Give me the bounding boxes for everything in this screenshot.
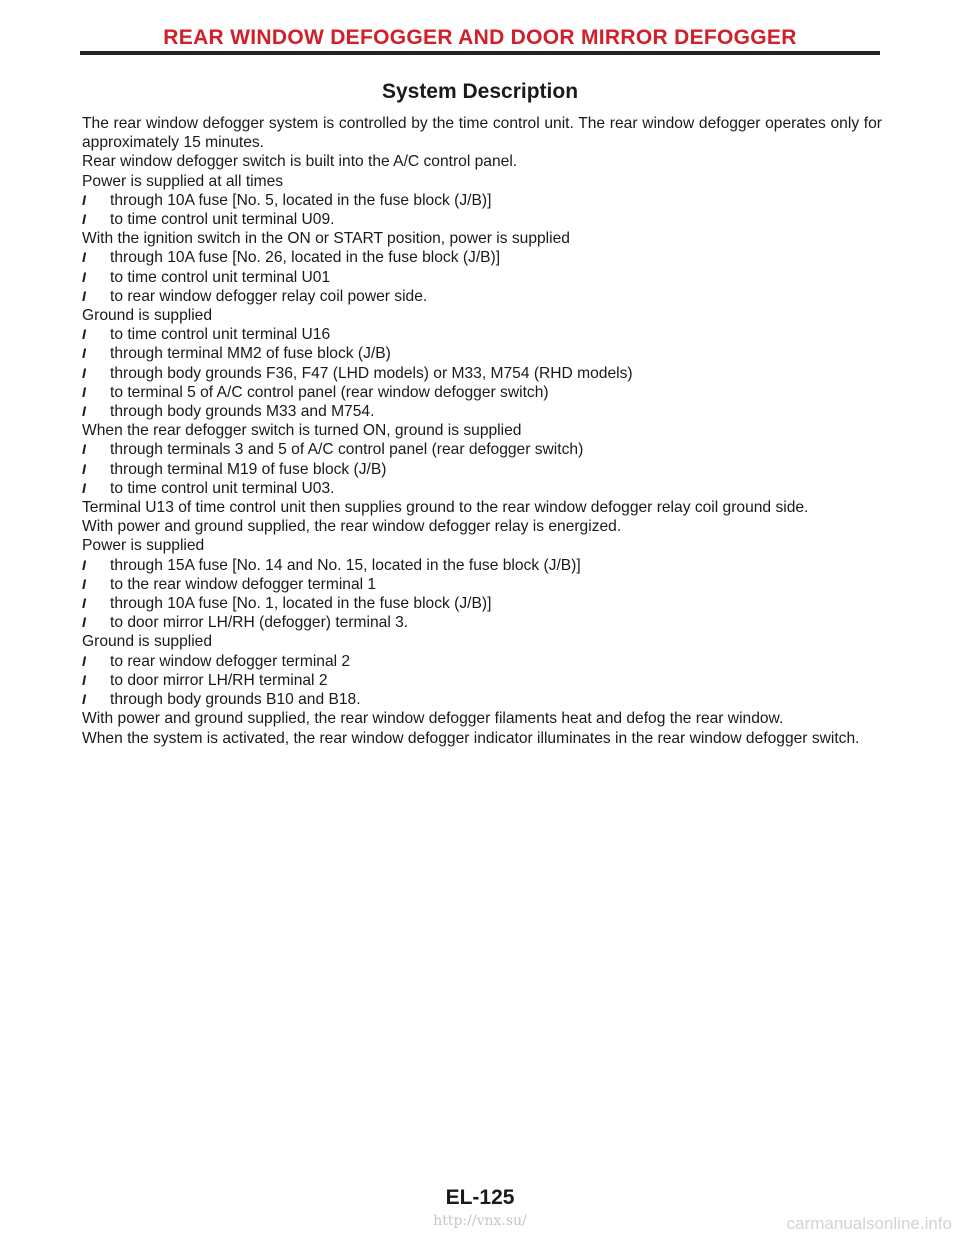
bullet-text: through 10A fuse [No. 26, located in the fuse block (J/B)] [110, 249, 501, 267]
bullet-icon: I [82, 364, 86, 381]
bullet-item [82, 440, 882, 459]
bullet-item [82, 287, 882, 306]
section-title: System Description [381, 80, 579, 103]
bullet-item [82, 575, 882, 594]
bullet-item [82, 210, 882, 229]
bullet-text: to time control unit terminal U09. [110, 211, 335, 229]
text-line: Power is supplied at all times [82, 172, 284, 190]
bullet-item [82, 690, 882, 709]
bullet-icon: I [82, 614, 86, 631]
page-header [80, 26, 880, 50]
bullet-icon: I [82, 575, 86, 592]
bullet-item [82, 402, 882, 421]
bullet-item [82, 268, 882, 287]
bullet-icon: I [82, 268, 86, 285]
text-line: Ground is supplied [82, 633, 213, 651]
bullet-item [82, 383, 882, 402]
bullet-icon: I [82, 691, 86, 708]
bullet-icon: I [82, 460, 86, 477]
bullet-icon: I [82, 479, 86, 496]
text-line: Power is supplied [82, 537, 205, 555]
bullet-text: through 10A fuse [No. 5, located in the fuse block (J/B)] [110, 191, 492, 209]
bullet-icon: I [82, 383, 86, 400]
bullet-icon: I [82, 211, 86, 228]
text-line: Terminal U13 of time control unit then supplies ground to the rear window defogger relay coil ground side. [82, 499, 809, 517]
bullet-icon: I [82, 249, 86, 266]
bullet-text: to rear window defogger terminal 2 [110, 652, 351, 670]
bullet-item [82, 671, 882, 690]
bullet-item [82, 460, 882, 479]
text-line: When the rear defogger switch is turned ON, ground is supplied [82, 422, 522, 440]
bullet-item [82, 594, 882, 613]
bullet-text: to door mirror LH/RH terminal 2 [110, 671, 328, 689]
text-line: Rear window defogger switch is built into the A/C control panel. [82, 153, 518, 171]
bullet-text: to rear window defogger relay coil power side. [110, 287, 428, 305]
footer-url-link[interactable]: http://vnx.su/ [433, 1213, 527, 1229]
bullet-icon: I [82, 326, 86, 343]
bullet-text: to terminal 5 of A/C control panel (rear window defogger switch) [110, 383, 549, 401]
bullet-text: through terminals 3 and 5 of A/C control panel (rear defogger switch) [110, 441, 584, 459]
bullet-icon: I [82, 671, 86, 688]
header-rule [80, 51, 880, 55]
watermark: carmanualsonline.info [786, 1214, 952, 1233]
bullet-icon: I [82, 287, 86, 304]
bullet-item [82, 479, 882, 498]
bullet-item [82, 325, 882, 344]
text-line: With the ignition switch in the ON or START position, power is supplied [82, 230, 570, 248]
bullet-item [82, 556, 882, 575]
bullet-item [82, 613, 882, 632]
bullet-text: to door mirror LH/RH (defogger) terminal 3. [110, 614, 409, 632]
bullet-item [82, 652, 882, 671]
bullet-text: through terminal MM2 of fuse block (J/B) [110, 345, 391, 363]
text-line: Ground is supplied [82, 307, 213, 325]
bullet-text: to time control unit terminal U16 [110, 326, 331, 344]
closing-paragraph: When the system is activated, the rear window defogger indicator illuminates in the rear window defogger switch. [82, 729, 860, 747]
bullet-text: to the rear window defogger terminal 1 [110, 575, 377, 593]
bullet-icon: I [82, 191, 86, 208]
text-line: With power and ground supplied, the rear window defogger filaments heat and defog the rear window. [82, 710, 784, 728]
text-line: With power and ground supplied, the rear window defogger relay is energized. [82, 518, 622, 536]
bullet-icon: I [82, 595, 86, 612]
bullet-text: to time control unit terminal U03. [110, 479, 335, 497]
intro-paragraph: The rear window defogger system is controlled by the time control unit. The rear window defogger operates only for approximately 15 minutes. [82, 115, 882, 152]
bullet-item [82, 248, 882, 267]
bullet-item [82, 364, 882, 383]
bullet-icon: I [82, 556, 86, 573]
bullet-text: through terminal M19 of fuse block (J/B) [110, 460, 387, 478]
bullet-item [82, 191, 882, 210]
bullet-text: through 10A fuse [No. 1, located in the fuse block (J/B)] [110, 595, 492, 613]
header-title: REAR WINDOW DEFOGGER AND DOOR MIRROR DEFOGGER [163, 26, 797, 49]
bullet-text: through body grounds F36, F47 (LHD models) or M33, M754 (RHD models) [110, 364, 633, 382]
bullet-item [82, 344, 882, 363]
bullet-icon: I [82, 345, 86, 362]
bullet-text: to time control unit terminal U01 [110, 268, 331, 286]
page-number: EL-125 [445, 1186, 515, 1209]
bullet-text: through body grounds M33 and M754. [110, 403, 375, 421]
bullet-text: through body grounds B10 and B18. [110, 691, 361, 709]
bullet-icon: I [82, 441, 86, 458]
body-text [82, 114, 882, 748]
bullet-icon: I [82, 403, 86, 420]
bullet-text: through 15A fuse [No. 14 and No. 15, located in the fuse block (J/B)] [110, 556, 581, 574]
bullet-icon: I [82, 652, 86, 669]
